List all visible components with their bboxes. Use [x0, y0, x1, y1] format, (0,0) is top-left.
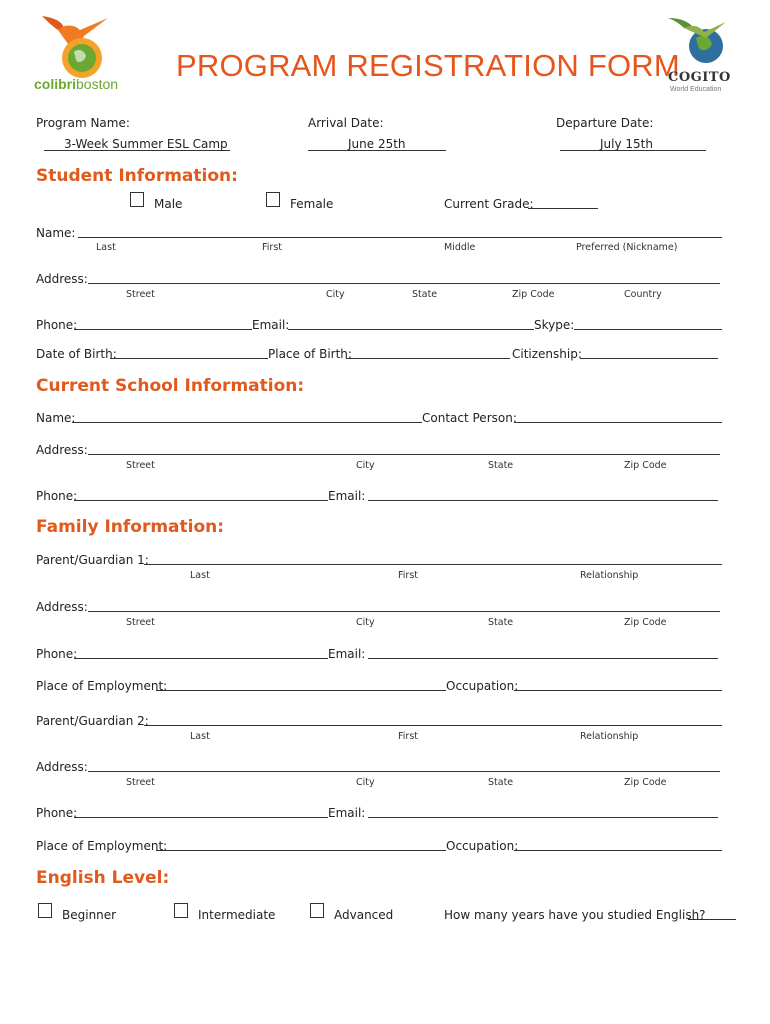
program-name-label: Program Name: — [36, 116, 130, 130]
guardian2-occupation-label: Occupation: — [446, 839, 519, 853]
pob-label: Place of Birth: — [268, 347, 352, 361]
guardian2-phone-line[interactable] — [74, 817, 328, 818]
contact-person-line[interactable] — [514, 422, 722, 423]
hummingbird-globe-icon — [34, 12, 124, 82]
guardian2-sub-first: First — [398, 731, 418, 742]
colibri-logo — [34, 12, 124, 96]
school-info-heading: Current School Information: — [36, 376, 305, 396]
school-phone-label: Phone: — [36, 489, 78, 503]
guardian1-employment-line[interactable] — [156, 690, 446, 691]
student-name-sub-last: Last — [96, 242, 116, 253]
student-address-sub-zip: Zip Code — [512, 289, 555, 300]
guardian2-phone-label: Phone: — [36, 806, 78, 820]
guardian2-label: Parent/Guardian 2: — [36, 714, 149, 728]
male-label: Male — [154, 197, 183, 211]
student-address-sub-country: Country — [624, 289, 662, 300]
guardian1-address-sub-city: City — [356, 617, 375, 628]
student-name-sub-middle: Middle — [444, 242, 476, 253]
guardian2-sub-last: Last — [190, 731, 210, 742]
current-grade-label: Current Grade: — [444, 197, 534, 211]
family-info-heading: Family Information: — [36, 517, 225, 537]
beginner-label: Beginner — [62, 908, 117, 922]
guardian1-address-line[interactable] — [88, 611, 720, 612]
guardian2-address-sub-zip: Zip Code — [624, 777, 667, 788]
guardian1-sub-last: Last — [190, 570, 210, 581]
guardian2-address-sub-city: City — [356, 777, 375, 788]
student-name-sub-nickname: Preferred (Nickname) — [576, 242, 678, 253]
student-address-line[interactable] — [88, 283, 720, 284]
years-studied-line[interactable] — [688, 919, 736, 920]
student-address-sub-state: State — [412, 289, 438, 300]
guardian2-employment-label: Place of Employment: — [36, 839, 168, 853]
guardian1-phone-label: Phone: — [36, 647, 78, 661]
beginner-checkbox[interactable] — [38, 903, 52, 918]
guardian2-sub-relationship: Relationship — [580, 731, 639, 742]
student-skype-line[interactable] — [574, 329, 722, 330]
school-email-label: Email: — [328, 489, 366, 503]
student-address-sub-city: City — [326, 289, 345, 300]
guardian1-sub-first: First — [398, 570, 418, 581]
pob-line[interactable] — [346, 358, 510, 359]
current-grade-line[interactable] — [528, 208, 598, 209]
student-skype-label: Skype: — [534, 318, 575, 332]
program-name-value[interactable]: 3-Week Summer ESL Camp — [64, 137, 228, 151]
student-name-line[interactable] — [78, 237, 722, 238]
guardian1-sub-relationship: Relationship — [580, 570, 639, 581]
guardian2-address-sub-state: State — [488, 777, 514, 788]
guardian2-address-sub-street: Street — [126, 777, 155, 788]
student-name-sub-first: First — [262, 242, 282, 253]
guardian2-email-label: Email: — [328, 806, 366, 820]
guardian2-employment-line[interactable] — [156, 850, 446, 851]
guardian1-line[interactable] — [144, 564, 722, 565]
guardian1-address-sub-zip: Zip Code — [624, 617, 667, 628]
guardian1-address-sub-street: Street — [126, 617, 155, 628]
guardian1-employment-label: Place of Employment: — [36, 679, 168, 693]
school-address-label: Address: — [36, 443, 88, 457]
guardian2-occupation-line[interactable] — [514, 850, 722, 851]
dob-label: Date of Birth: — [36, 347, 117, 361]
guardian2-email-line[interactable] — [368, 817, 718, 818]
student-phone-line[interactable] — [74, 329, 252, 330]
advanced-checkbox[interactable] — [310, 903, 324, 918]
guardian2-address-label: Address: — [36, 760, 88, 774]
logo-brand-light: boston — [76, 76, 119, 92]
cogito-name: COGITO — [668, 70, 731, 85]
guardian2-address-line[interactable] — [88, 771, 720, 772]
guardian2-line[interactable] — [144, 725, 722, 726]
logo-brand-bold: colibri — [34, 76, 77, 92]
female-checkbox[interactable] — [266, 192, 280, 207]
guardian1-email-line[interactable] — [368, 658, 718, 659]
intermediate-label: Intermediate — [198, 908, 276, 922]
school-address-sub-city: City — [356, 460, 375, 471]
guardian1-address-sub-state: State — [488, 617, 514, 628]
cogito-logo — [662, 12, 742, 96]
intermediate-checkbox[interactable] — [174, 903, 188, 918]
student-name-label: Name: — [36, 226, 76, 240]
school-address-line[interactable] — [88, 454, 720, 455]
citizenship-label: Citizenship: — [512, 347, 582, 361]
school-phone-line[interactable] — [74, 500, 328, 501]
guardian1-occupation-label: Occupation: — [446, 679, 519, 693]
student-phone-label: Phone: — [36, 318, 78, 332]
school-address-sub-zip: Zip Code — [624, 460, 667, 471]
citizenship-line[interactable] — [580, 358, 718, 359]
student-address-label: Address: — [36, 272, 88, 286]
guardian1-phone-line[interactable] — [74, 658, 328, 659]
cogito-tagline: World Education — [670, 86, 722, 93]
arrival-date-value[interactable]: June 25th — [348, 137, 406, 151]
departure-date-value[interactable]: July 15th — [600, 137, 653, 151]
english-level-heading: English Level: — [36, 868, 170, 888]
guardian1-label: Parent/Guardian 1: — [36, 553, 149, 567]
departure-date-label: Departure Date: — [556, 116, 654, 130]
student-info-heading: Student Information: — [36, 166, 238, 186]
student-email-label: Email: — [252, 318, 290, 332]
guardian1-email-label: Email: — [328, 647, 366, 661]
guardian1-occupation-line[interactable] — [514, 690, 722, 691]
guardian1-address-label: Address: — [36, 600, 88, 614]
page-title: PROGRAM REGISTRATION FORM — [176, 48, 680, 83]
school-address-sub-street: Street — [126, 460, 155, 471]
school-address-sub-state: State — [488, 460, 514, 471]
student-email-line[interactable] — [288, 329, 534, 330]
contact-person-label: Contact Person: — [422, 411, 517, 425]
dob-line[interactable] — [110, 358, 268, 359]
school-email-line[interactable] — [368, 500, 718, 501]
male-checkbox[interactable] — [130, 192, 144, 207]
school-name-line[interactable] — [72, 422, 422, 423]
arrival-date-label: Arrival Date: — [308, 116, 384, 130]
years-studied-label: How many years have you studied English? — [444, 908, 706, 922]
female-label: Female — [290, 197, 334, 211]
advanced-label: Advanced — [334, 908, 394, 922]
school-name-label: Name: — [36, 411, 76, 425]
student-address-sub-street: Street — [126, 289, 155, 300]
cogito-hummingbird-icon — [662, 12, 734, 68]
